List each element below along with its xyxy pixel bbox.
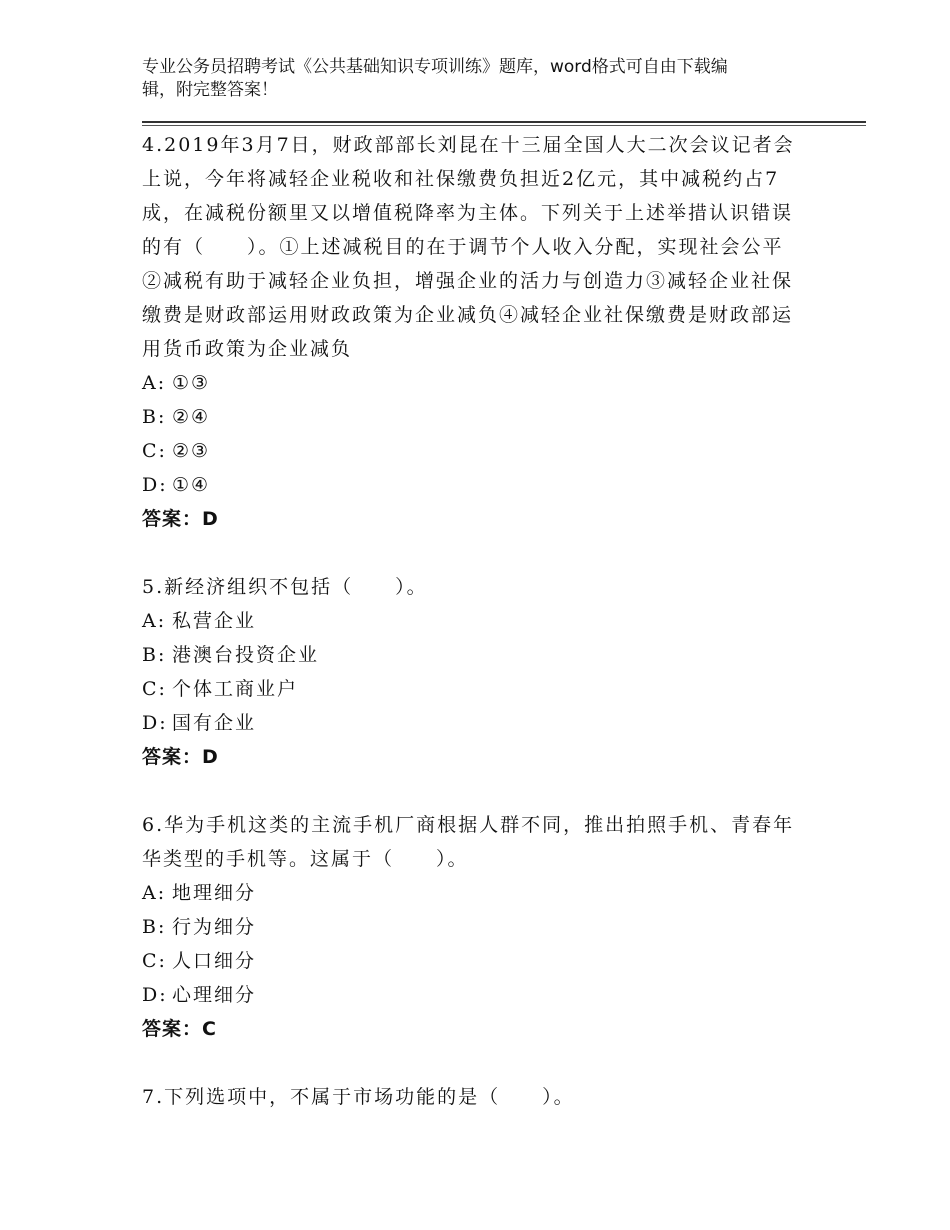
option-letter: B: bbox=[142, 644, 167, 666]
question-4 bbox=[142, 128, 802, 536]
answer-label: 答案：D bbox=[142, 508, 219, 530]
question-text: 7.下列选项中，不属于市场功能的是（ ）。 bbox=[142, 1086, 575, 1108]
option-a bbox=[142, 876, 802, 910]
option-text: ②③ bbox=[172, 440, 211, 462]
option-letter: A: bbox=[142, 372, 167, 394]
header-line-2: 辑，附完整答案！ bbox=[142, 80, 278, 100]
option-d bbox=[142, 706, 802, 740]
option-letter: C: bbox=[142, 950, 167, 972]
question-text: 4.2019年3月7日，财政部部长刘昆在十三届全国人大二次会议记者会上说，今年将减轻企业税收和社保缴费负担近2亿元，其中减税约占7成，在减税份额里又以增值税降率为主体。下列关于上述举措认识错误的有（ ）。①上述减税目的在于调节个人收入分配，实现社会公平②减税有助于减轻企业负担，增强企业的活力与创造力③减轻企业社保缴费是财政部运用财政政策为企业减负④减轻企业社保缴费是财政部运用货币政策为企业减负 bbox=[142, 134, 795, 360]
answer-label: 答案：C bbox=[142, 1018, 217, 1040]
header-divider-thin bbox=[142, 125, 866, 126]
option-text: ①③ bbox=[172, 372, 211, 394]
option-d bbox=[142, 468, 802, 502]
option-letter: D: bbox=[142, 712, 168, 734]
option-text: 个体工商业户 bbox=[172, 678, 299, 700]
option-text: 港澳台投资企业 bbox=[172, 644, 320, 666]
option-b bbox=[142, 638, 802, 672]
question-6 bbox=[142, 808, 802, 1046]
option-letter: D: bbox=[142, 984, 168, 1006]
option-text: 行为细分 bbox=[172, 916, 257, 938]
option-text: 人口细分 bbox=[172, 950, 257, 972]
option-letter: B: bbox=[142, 916, 167, 938]
option-c bbox=[142, 434, 802, 468]
option-text: 国有企业 bbox=[172, 712, 257, 734]
option-letter: A: bbox=[142, 610, 167, 632]
option-text: 私营企业 bbox=[172, 610, 257, 632]
option-d bbox=[142, 978, 802, 1012]
option-c bbox=[142, 672, 802, 706]
question-list bbox=[142, 128, 802, 1114]
option-letter: D: bbox=[142, 474, 168, 496]
answer-label: 答案：D bbox=[142, 746, 219, 768]
option-letter: A: bbox=[142, 882, 167, 904]
option-b bbox=[142, 400, 802, 434]
question-text: 6.华为手机这类的主流手机厂商根据人群不同，推出拍照手机、青春年华类型的手机等。这属于（ ）。 bbox=[142, 814, 795, 870]
option-letter: C: bbox=[142, 678, 167, 700]
option-text: 地理细分 bbox=[172, 882, 257, 904]
header-divider-thick bbox=[142, 121, 866, 123]
question-text: 5.新经济组织不包括（ ）。 bbox=[142, 576, 428, 598]
question-5 bbox=[142, 570, 802, 774]
option-letter: C: bbox=[142, 440, 167, 462]
option-a bbox=[142, 604, 802, 638]
page-header bbox=[142, 56, 822, 102]
question-7 bbox=[142, 1080, 802, 1114]
option-text: 心理细分 bbox=[172, 984, 257, 1006]
option-letter: B: bbox=[142, 406, 167, 428]
header-line-1: 专业公务员招聘考试《公共基础知识专项训练》题库，word格式可自由下载编 bbox=[142, 57, 728, 77]
option-b bbox=[142, 910, 802, 944]
option-a bbox=[142, 366, 802, 400]
option-c bbox=[142, 944, 802, 978]
option-text: ②④ bbox=[172, 406, 211, 428]
option-text: ①④ bbox=[172, 474, 211, 496]
